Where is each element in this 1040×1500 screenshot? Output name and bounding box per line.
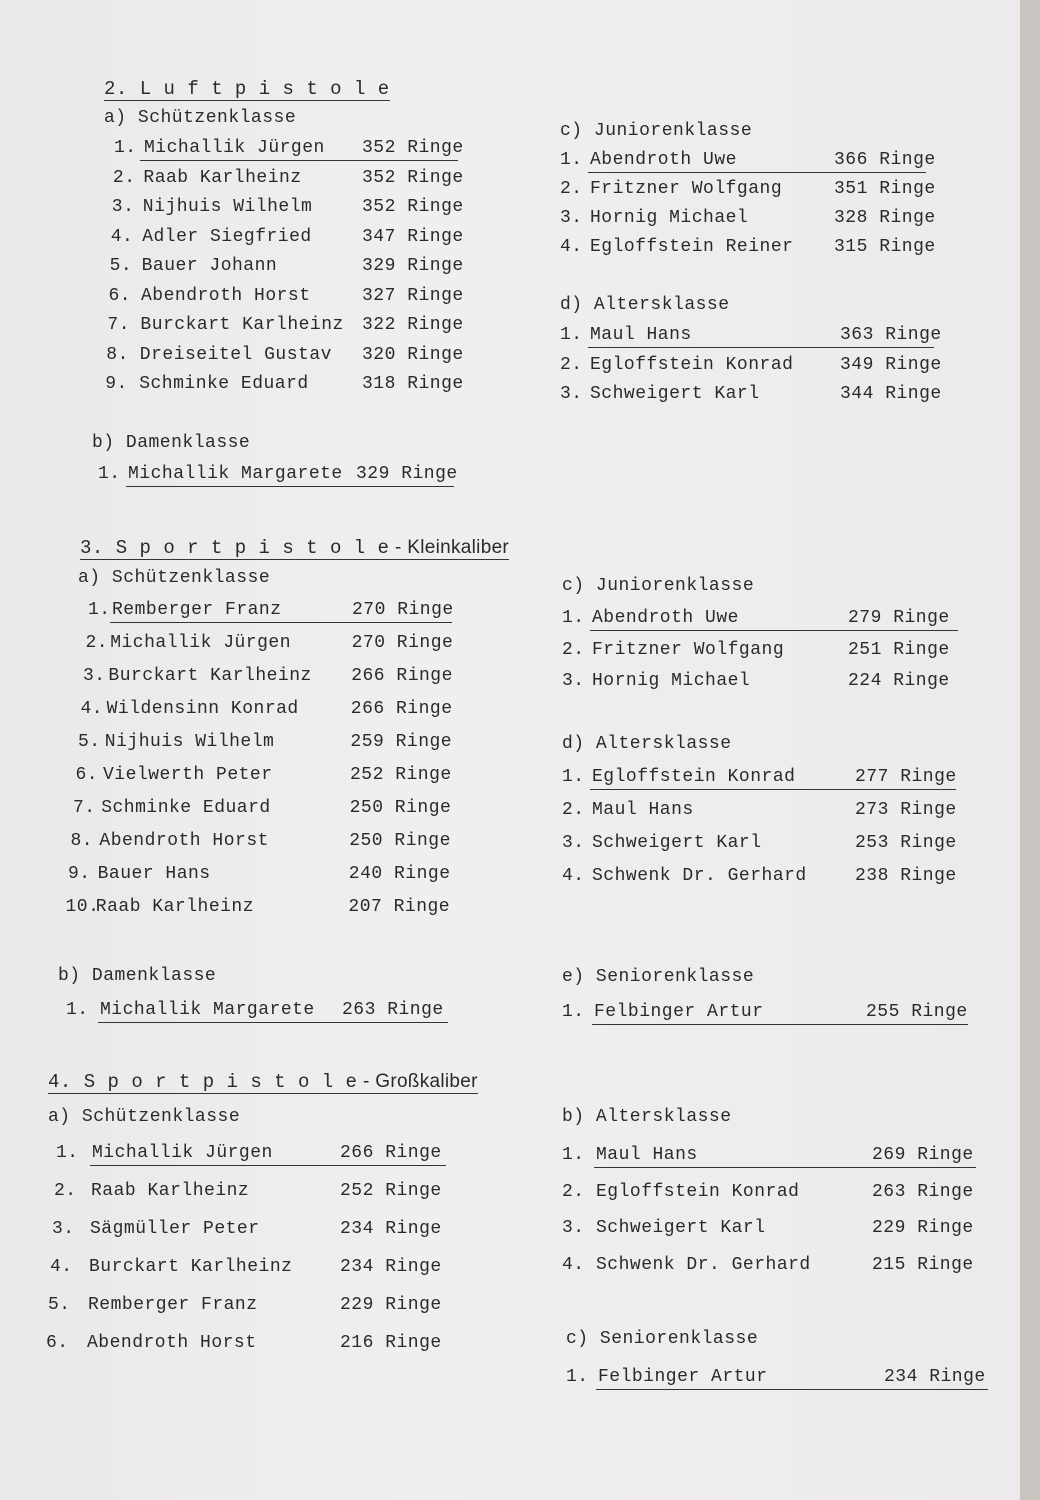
row-score: 329 Ringe [362,256,464,276]
row-rank: 4. [560,237,583,257]
row-name: Bauer Hans [97,864,211,884]
row-rank: 1. [114,138,137,158]
row-name: Burckart Karlheinz [108,666,312,686]
row-rank: 3. [562,833,585,853]
row-name: Abendroth Horst [99,831,269,851]
section-title-suffix: - Kleinkaliber [389,537,510,558]
row-score: 253 Ringe [855,833,957,853]
row-score: 250 Ringe [349,798,452,818]
row-rank: 1. [562,1145,585,1165]
row-name: Bauer Johann [141,256,278,276]
row-rank: 9. [105,374,128,394]
row-rank: 1. [562,1002,585,1022]
row-score: 273 Ringe [855,800,957,820]
row-rank: 3. [83,666,106,686]
row-name: Abendroth Horst [87,1333,257,1353]
row-rank: 3. [560,384,583,404]
class-heading: a) Schützenklasse [104,108,297,128]
row-name: Abendroth Uwe [592,608,739,628]
row-score: 252 Ringe [350,765,452,785]
class-heading: e) Seniorenklasse [562,967,755,987]
row-score: 363 Ringe [840,325,942,345]
background-edge [1020,0,1040,1500]
row-rank: 1. [56,1143,79,1163]
section-title [104,78,390,101]
row-score: 279 Ringe [848,608,950,628]
section-title-suffix: - Großkaliber [357,1071,478,1092]
row-score: 234 Ringe [884,1367,986,1387]
row-name: Nijhuis Wilhelm [142,197,313,217]
row-rank: 3. [560,208,583,228]
row-name: Hornig Michael [590,208,749,228]
row-name: Schwenk Dr. Gerhard [592,866,807,886]
winner-underline [588,172,926,173]
row-rank: 5. [109,256,133,276]
row-name: Egloffstein Konrad [592,767,796,787]
row-name: Vielwerth Peter [103,765,273,785]
section-title-text: 2. L u f t p i s t o l e [104,78,390,100]
winner-underline [596,1389,988,1390]
section-title-text: 3. S p o r t p i s t o l e [80,537,390,559]
row-name: Raab Karlheinz [95,897,255,917]
row-name: Fritzner Wolfgang [590,179,783,199]
winner-underline [110,622,452,623]
row-rank: 6. [108,285,132,306]
row-rank: 5. [48,1295,71,1315]
row-score: 266 Ringe [340,1143,442,1163]
row-score: 351 Ringe [834,179,936,199]
row-rank: 3. [562,1218,585,1238]
row-name: Raab Karlheinz [91,1181,250,1201]
row-score: 327 Ringe [362,285,464,306]
row-name: Nijhuis Wilhelm [104,732,275,752]
class-heading: b) Altersklasse [562,1107,732,1127]
row-name: Schminke Eduard [101,798,271,818]
row-score: 240 Ringe [348,864,451,884]
section-title-text: 4. S p o r t p i s t o l e [48,1071,358,1093]
row-score: 250 Ringe [349,831,451,851]
row-rank: 3. [52,1219,75,1239]
row-score: 263 Ringe [342,1000,444,1020]
row-score: 315 Ringe [834,237,936,257]
row-rank: 2. [112,167,136,188]
winner-underline [590,630,958,631]
row-rank: 2. [562,800,585,820]
row-name: Schminke Eduard [139,374,309,394]
row-score: 349 Ringe [840,354,942,375]
row-score: 252 Ringe [340,1181,442,1201]
row-rank: 8. [106,344,129,365]
row-rank: 4. [110,226,134,247]
row-rank: 6. [46,1333,69,1353]
row-name: Felbinger Artur [598,1367,768,1387]
row-rank: 1. [66,1000,89,1020]
row-rank: 1. [560,325,583,345]
row-name: Michallik Margarete [128,464,343,484]
row-name: Michallik Margarete [100,1000,315,1020]
row-rank: 1. [98,464,121,484]
row-rank: 3. [562,671,585,691]
row-rank: 1. [562,767,585,787]
row-name: Remberger Franz [88,1295,258,1315]
row-score: 322 Ringe [362,315,464,335]
class-heading: c) Seniorenklasse [566,1329,759,1349]
row-rank: 7. [107,315,130,335]
row-rank: 1. [88,600,111,620]
row-score: 255 Ringe [866,1002,968,1022]
row-name: Raab Karlheinz [143,167,302,188]
row-score: 269 Ringe [872,1145,974,1165]
winner-underline [98,1022,448,1023]
row-rank: 2. [562,1181,585,1202]
row-rank: 4. [50,1257,73,1277]
winner-underline [126,486,454,487]
row-score: 270 Ringe [352,600,454,620]
row-rank: 7. [73,798,96,818]
row-score: 266 Ringe [351,666,453,686]
row-score: 234 Ringe [340,1257,442,1277]
row-name: Adler Siegfried [142,226,312,247]
row-score: 366 Ringe [834,150,936,170]
row-score: 277 Ringe [855,767,957,787]
row-rank: 4. [562,1254,585,1275]
row-score: 328 Ringe [834,208,936,228]
row-rank: 10. [65,897,100,917]
row-score: 352 Ringe [362,167,464,188]
row-name: Abendroth Horst [141,285,311,306]
winner-underline [90,1165,446,1166]
row-score: 263 Ringe [872,1181,974,1202]
row-name: Schweigert Karl [596,1218,766,1238]
row-score: 215 Ringe [872,1254,974,1275]
class-heading: a) Schützenklasse [78,568,271,588]
row-name: Michallik Jürgen [144,138,325,158]
row-rank: 2. [54,1181,77,1201]
row-rank: 1. [566,1367,589,1387]
row-name: Abendroth Uwe [590,150,737,170]
row-rank: 2. [85,633,109,653]
row-score: 251 Ringe [848,639,950,660]
row-name: Michallik Jürgen [110,633,292,653]
row-name: Burckart Karlheinz [140,315,344,335]
class-heading: d) Altersklasse [562,734,732,754]
row-rank: 4. [562,866,585,886]
row-name: Schweigert Karl [592,833,762,853]
row-score: 229 Ringe [872,1218,974,1238]
row-rank: 2. [560,354,583,375]
row-name: Remberger Franz [112,600,282,620]
row-rank: 1. [562,608,585,628]
row-score: 229 Ringe [340,1295,442,1315]
row-score: 259 Ringe [350,732,453,752]
row-rank: 5. [78,732,101,752]
row-name: Egloffstein Reiner [590,237,794,257]
section-title [80,537,509,560]
winner-underline [140,160,458,161]
row-score: 266 Ringe [350,699,453,719]
row-score: 347 Ringe [362,226,464,247]
row-name: Wildensinn Konrad [106,699,299,719]
class-heading: a) Schützenklasse [48,1107,241,1127]
row-name: Schwenk Dr. Gerhard [596,1254,811,1275]
row-name: Burckart Karlheinz [89,1257,293,1277]
row-score: 238 Ringe [855,866,957,886]
row-name: Egloffstein Konrad [590,354,794,375]
row-score: 352 Ringe [362,138,464,158]
row-score: 320 Ringe [362,344,464,365]
row-name: Schweigert Karl [590,384,760,404]
row-rank: 3. [111,197,135,217]
row-name: Michallik Jürgen [92,1143,273,1163]
row-score: 352 Ringe [362,197,464,217]
row-rank: 1. [560,150,583,170]
row-score: 234 Ringe [340,1219,442,1239]
row-name: Maul Hans [590,325,692,345]
section-title [48,1071,478,1094]
winner-underline [590,789,956,790]
row-name: Egloffstein Konrad [596,1181,800,1202]
class-heading: d) Altersklasse [560,295,730,315]
row-rank: 2. [560,179,583,199]
row-score: 329 Ringe [356,464,458,484]
row-score: 344 Ringe [840,384,942,404]
row-score: 318 Ringe [362,374,464,394]
row-name: Maul Hans [592,800,694,820]
winner-underline [588,347,934,348]
row-score: 270 Ringe [351,633,454,653]
row-rank: 4. [80,699,104,719]
row-name: Maul Hans [596,1145,698,1165]
class-heading: c) Juniorenklasse [560,121,753,141]
row-rank: 2. [562,639,585,660]
row-rank: 6. [75,765,99,785]
row-score: 216 Ringe [340,1333,442,1353]
row-rank: 9. [68,864,91,884]
row-score: 224 Ringe [848,671,950,691]
row-rank: 8. [70,831,94,851]
class-heading: c) Juniorenklasse [562,576,755,596]
class-heading: b) Damenklasse [58,966,217,986]
winner-underline [592,1024,968,1025]
row-name: Dreiseitel Gustav [139,344,332,365]
row-name: Hornig Michael [592,671,751,691]
winner-underline [594,1167,976,1168]
class-heading: b) Damenklasse [92,433,251,453]
row-name: Felbinger Artur [594,1002,764,1022]
row-score: 207 Ringe [348,897,451,917]
row-name: Fritzner Wolfgang [592,639,785,660]
row-name: Sägmüller Peter [90,1219,260,1239]
